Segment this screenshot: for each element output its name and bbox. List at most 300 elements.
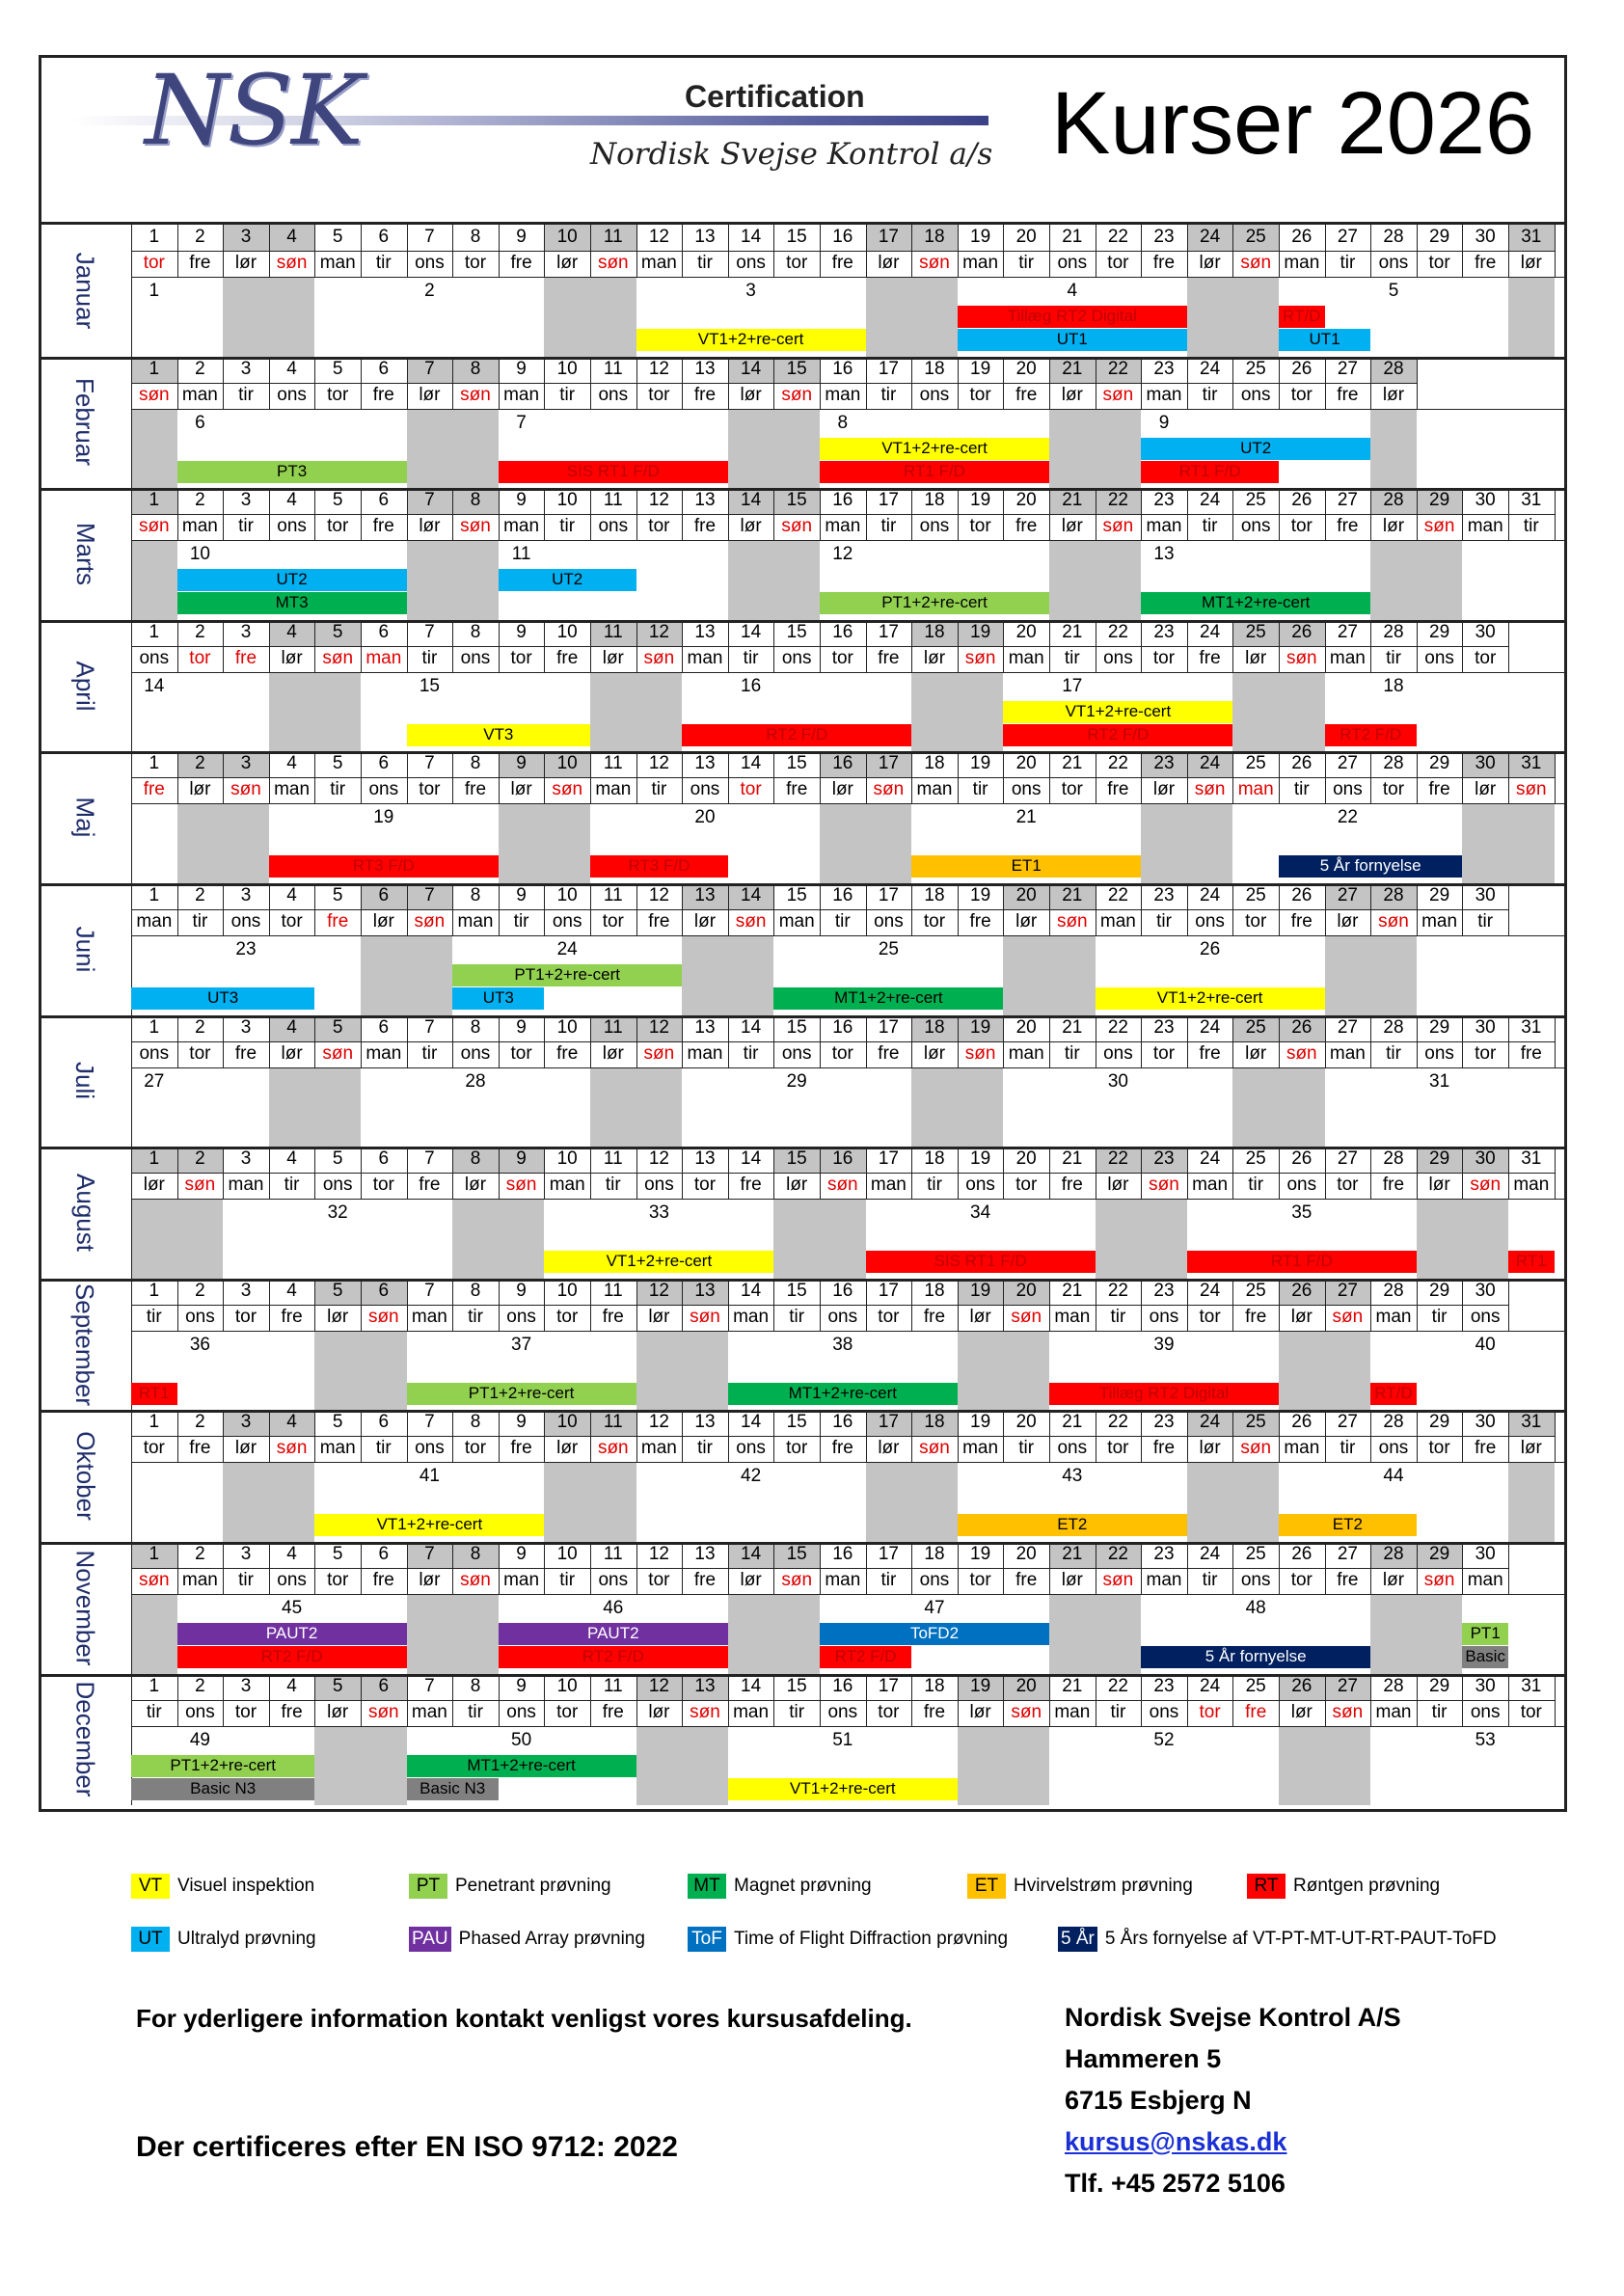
weekday-name: man — [319, 253, 356, 273]
weekday-name: lør — [923, 647, 946, 668]
day-number: 21 — [1049, 488, 1096, 514]
weekday-name: søn — [1286, 647, 1317, 668]
weekday-name: man — [411, 1306, 447, 1327]
course-bar[interactable]: ET1 — [911, 855, 1141, 878]
weekend-column — [1508, 804, 1555, 883]
weekend-column — [958, 1332, 1004, 1411]
course-bar[interactable]: RT/D — [1370, 1383, 1417, 1405]
day-number: 12 — [648, 490, 669, 511]
weekend-column — [636, 673, 683, 752]
weekday-name: ons — [736, 1438, 766, 1459]
course-bar[interactable]: RT1 — [1508, 1251, 1555, 1273]
course-bar[interactable]: MT1+2+re-cert — [728, 1383, 958, 1405]
grid-line — [1555, 751, 1556, 804]
course-bar[interactable]: MT1+2+re-cert — [773, 987, 1003, 1010]
weekday-name: lør — [740, 516, 762, 537]
legend-swatch: VT — [131, 1874, 170, 1899]
week-number: 22 — [1337, 807, 1358, 828]
day-number: 13 — [682, 883, 728, 909]
weekday-name: tir — [1202, 384, 1218, 405]
course-bar[interactable]: PAUT2 — [177, 1623, 407, 1645]
day-number: 28 — [1383, 1016, 1404, 1038]
weekday-name: søn — [597, 1438, 629, 1459]
course-bar[interactable]: MT1+2+re-cert — [407, 1755, 636, 1777]
day-number: 27 — [1337, 358, 1358, 379]
weekday-name: tir — [789, 1701, 805, 1722]
weekday-name: lør — [419, 384, 441, 405]
weekday-name: tir — [1202, 516, 1218, 537]
month-september — [39, 1279, 1567, 1411]
weekday-name: ons — [506, 1306, 536, 1327]
legend-item-tof — [688, 1927, 1008, 1952]
weekday-name: man — [1467, 1570, 1503, 1590]
weekday-name: tir — [1293, 779, 1310, 800]
weekend-column — [499, 1200, 545, 1279]
day-number: 19 — [958, 1674, 1004, 1700]
weekday-name: lør — [1475, 779, 1497, 800]
day-number: 18 — [924, 1544, 945, 1564]
weekday-name: tor — [831, 1042, 853, 1064]
weekday-name: ons — [644, 1175, 674, 1196]
course-bar[interactable]: Basic N3 — [407, 1778, 499, 1800]
course-bar[interactable]: VT3 — [407, 724, 590, 746]
day-number: 19 — [958, 1279, 1004, 1305]
course-bar[interactable]: PT1+2+re-cert — [820, 592, 1049, 614]
day-number: 18 — [924, 1280, 945, 1301]
day-number: 28 — [1370, 357, 1417, 383]
weekday-name: tir — [146, 1306, 162, 1327]
weekday-name: ons — [781, 1042, 812, 1064]
weekday-name: man — [1513, 1175, 1550, 1196]
day-number: 26 — [1291, 1148, 1313, 1170]
day-number: 24 — [1200, 1016, 1221, 1038]
day-number: 19 — [970, 753, 991, 774]
weekday-name: søn — [597, 253, 629, 273]
day-number: 26 — [1279, 620, 1325, 646]
legend-swatch: ToF — [688, 1927, 726, 1952]
course-bar[interactable]: RT1 F/D — [1187, 1251, 1417, 1273]
course-bar[interactable]: UT3 — [131, 987, 314, 1010]
course-bar[interactable]: RT/D — [1279, 306, 1325, 328]
day-number: 30 — [1462, 751, 1508, 777]
course-bar[interactable]: PT3 — [177, 461, 407, 483]
month-name: August — [70, 1174, 100, 1252]
weekday-name: ons — [230, 911, 261, 932]
day-number: 6 — [378, 227, 390, 247]
weekday-name: tor — [648, 384, 670, 405]
weekend-column — [958, 673, 1004, 752]
weekday-name: søn — [1378, 911, 1409, 932]
weekend-column — [1187, 804, 1233, 883]
day-number: 14 — [728, 883, 774, 909]
day-number: 8 — [470, 621, 481, 642]
course-bar[interactable]: SIS RT1 F/D — [499, 461, 728, 483]
weekday-name: tor — [510, 647, 532, 668]
day-number: 26 — [1291, 1544, 1313, 1564]
week-number: 24 — [556, 939, 578, 959]
day-number: 16 — [832, 358, 853, 379]
weekday-name: man — [1329, 1042, 1366, 1064]
weekday-name: ons — [1240, 516, 1271, 537]
weekday-name: søn — [1332, 1701, 1364, 1722]
month-name: Marts — [70, 522, 100, 585]
grid-line — [131, 251, 1555, 252]
day-number: 2 — [195, 1675, 205, 1696]
weekend-column — [361, 936, 407, 1015]
grid-line — [1508, 1279, 1509, 1332]
weekday-name: man — [1375, 1306, 1412, 1327]
weekday-name: søn — [1102, 1570, 1134, 1590]
weekend-column — [958, 1727, 1004, 1806]
weekend-column — [636, 1332, 683, 1411]
month-maj — [39, 751, 1567, 883]
day-number: 22 — [1096, 1542, 1142, 1568]
course-bar[interactable]: ET2 — [958, 1514, 1187, 1536]
day-number: 18 — [924, 490, 945, 511]
weekday-name: man — [733, 1701, 770, 1722]
day-number: 15 — [773, 1542, 820, 1568]
weekday-name: man — [825, 384, 861, 405]
course-bar[interactable]: 5 År fornyelse — [1141, 1646, 1370, 1668]
course-bar[interactable]: ToFD2 — [820, 1623, 1049, 1645]
weekday-name: søn — [1332, 1306, 1364, 1327]
day-number: 30 — [1475, 1544, 1496, 1564]
day-number: 1 — [149, 1675, 160, 1696]
weekday-name: fre — [786, 779, 808, 800]
course-bar[interactable]: UT1 — [1279, 329, 1370, 351]
course-bar[interactable]: VT1+2+re-cert — [544, 1251, 773, 1273]
legend-swatch: 5 År — [1058, 1927, 1097, 1952]
day-number: 14 — [741, 753, 762, 774]
course-bar[interactable]: RT2 F/D — [682, 724, 911, 746]
weekend-column — [1003, 1332, 1049, 1411]
day-number: 28 — [1370, 1542, 1417, 1568]
course-bar[interactable]: PT1 — [1462, 1623, 1508, 1645]
course-bar[interactable]: ET2 — [1279, 1514, 1417, 1536]
weekday-name: lør — [1061, 1570, 1083, 1590]
week-number: 20 — [694, 807, 716, 828]
weekday-name: søn — [1194, 779, 1226, 800]
day-number: 3 — [240, 621, 252, 642]
weekday-name: lør — [1199, 1438, 1221, 1459]
weekend-column — [314, 673, 361, 752]
day-number: 12 — [648, 1412, 669, 1433]
day-number: 12 — [648, 227, 669, 247]
day-number: 20 — [1003, 1674, 1049, 1700]
weekend-column — [1417, 1200, 1463, 1279]
course-bar[interactable]: VT1+2+re-cert — [1096, 987, 1325, 1010]
day-number: 15 — [786, 1280, 807, 1301]
day-number: 13 — [694, 1016, 716, 1038]
day-number: 5 — [314, 1279, 361, 1305]
weekday-name: søn — [322, 1042, 354, 1064]
day-number: 24 — [1200, 1544, 1221, 1564]
weekday-name: tor — [1152, 1042, 1176, 1064]
weekday-name: lør — [327, 1701, 349, 1722]
weekday-name: man — [1146, 1570, 1182, 1590]
day-number: 21 — [1049, 883, 1096, 909]
day-number: 1 — [149, 621, 160, 642]
weekday-name: fre — [1337, 384, 1359, 405]
weekday-name: ons — [919, 1570, 950, 1590]
weekday-name: ons — [827, 1701, 858, 1722]
day-number: 26 — [1291, 227, 1313, 247]
weekday-name: tir — [192, 911, 208, 932]
day-number: 22 — [1107, 621, 1128, 642]
day-number: 5 — [332, 227, 343, 247]
weekend-column — [728, 410, 774, 489]
week-number: 12 — [832, 544, 853, 565]
weekend-column — [590, 1463, 636, 1542]
weekday-name: ons — [1378, 253, 1409, 273]
grid-line — [131, 1542, 132, 1674]
day-number: 7 — [424, 227, 435, 247]
weekday-name: man — [1099, 911, 1136, 932]
weekday-name: fre — [1245, 1701, 1267, 1722]
legend-label: Phased Array prøvning — [458, 1929, 645, 1949]
day-number: 26 — [1279, 1279, 1325, 1305]
course-bar[interactable]: Tillæg RT2 Digital — [958, 306, 1187, 328]
month-separator — [39, 1410, 1567, 1413]
month-name: Juli — [70, 1062, 100, 1100]
course-bar[interactable]: Basic N3 — [131, 1778, 314, 1800]
day-number: 20 — [1015, 1544, 1037, 1564]
grid-line — [131, 277, 1567, 278]
day-number: 30 — [1475, 885, 1496, 905]
week-number: 42 — [741, 1466, 762, 1487]
day-number: 30 — [1475, 1412, 1496, 1433]
day-number: 24 — [1200, 885, 1221, 905]
month-name: November — [70, 1550, 100, 1666]
day-number: 28 — [1383, 753, 1404, 774]
course-bar[interactable]: VT1+2+re-cert — [1003, 701, 1232, 723]
weekday-name: fre — [1382, 1175, 1405, 1196]
weekday-name: tor — [786, 1438, 808, 1459]
course-bar[interactable]: RT1 — [131, 1383, 177, 1405]
weekday-name: tor — [602, 911, 624, 932]
weekday-name: ons — [1424, 1042, 1454, 1064]
day-number: 28 — [1370, 883, 1417, 909]
weekday-name: tir — [238, 1570, 254, 1590]
course-bar[interactable]: UT3 — [452, 987, 544, 1010]
course-bar[interactable]: MT1+2+re-cert — [1141, 592, 1370, 614]
course-bar[interactable]: RT2 F/D — [177, 1646, 407, 1668]
month-juni — [39, 883, 1567, 1015]
day-number: 24 — [1200, 490, 1221, 511]
weekday-name: tir — [146, 1701, 162, 1722]
course-bar[interactable]: VT1+2+re-cert — [820, 438, 1049, 460]
day-number: 21 — [1062, 1148, 1083, 1170]
weekday-name: lør — [327, 1306, 349, 1327]
course-bar[interactable]: VT1+2+re-cert — [314, 1514, 544, 1536]
course-bar[interactable]: 5 År fornyelse — [1279, 855, 1462, 878]
weekday-name: fre — [1015, 384, 1038, 405]
grid-line — [131, 409, 1567, 410]
course-bar[interactable]: UT2 — [499, 569, 636, 591]
weekday-name: søn — [414, 911, 446, 932]
month-separator — [39, 1279, 1567, 1282]
weekday-name: lør — [556, 1438, 579, 1459]
weekday-name: lør — [1520, 1438, 1542, 1459]
week-number: 21 — [1015, 807, 1037, 828]
day-number: 24 — [1187, 1410, 1233, 1436]
course-bar[interactable]: PT1+2+re-cert — [407, 1383, 636, 1405]
course-bar[interactable]: UT1 — [958, 329, 1187, 351]
weekday-name: lør — [693, 911, 717, 932]
weekday-name: fre — [1428, 779, 1450, 800]
course-bar[interactable]: RT1 F/D — [1141, 461, 1279, 483]
weekend-column — [407, 936, 453, 1015]
day-number: 18 — [924, 885, 945, 905]
course-bar[interactable]: RT1 F/D — [820, 461, 1049, 483]
grid-line — [1508, 1542, 1509, 1595]
month-label — [39, 225, 131, 357]
day-number: 22 — [1107, 227, 1128, 247]
weekday-name: søn — [230, 779, 261, 800]
course-bar[interactable]: Tillæg RT2 Digital — [1049, 1383, 1279, 1405]
month-name: December — [70, 1681, 100, 1797]
day-number: 19 — [970, 885, 991, 905]
week-number: 14 — [144, 675, 165, 696]
course-bar[interactable]: PT1+2+re-cert — [452, 964, 682, 986]
day-number: 29 — [1417, 1542, 1463, 1568]
day-number: 12 — [648, 1544, 669, 1564]
day-number: 20 — [1003, 883, 1049, 909]
week-number: 40 — [1475, 1334, 1496, 1355]
day-number: 30 — [1475, 1016, 1496, 1038]
grid-line — [131, 1726, 1567, 1727]
weekday-name: søn — [1423, 1570, 1455, 1590]
weekday-name: fre — [372, 384, 394, 405]
day-number: 9 — [516, 1016, 527, 1038]
day-number: 11 — [590, 225, 636, 251]
course-bar[interactable]: PT1+2+re-cert — [131, 1755, 314, 1777]
weekday-name: ons — [919, 516, 950, 537]
weekday-name: tir — [697, 253, 713, 273]
weekday-name: søn — [1286, 1042, 1317, 1064]
email-link[interactable]: kursus@nskas.dk — [1065, 2127, 1287, 2156]
week-number: 43 — [1062, 1466, 1083, 1487]
day-number: 26 — [1291, 753, 1313, 774]
weekday-name: lør — [969, 1306, 991, 1327]
course-bar[interactable]: RT2 F/D — [1325, 724, 1417, 746]
course-bar[interactable]: MT3 — [177, 592, 407, 614]
day-number: 6 — [378, 1148, 390, 1170]
day-number: 5 — [332, 1412, 343, 1433]
day-number: 16 — [832, 885, 853, 905]
day-number: 25 — [1232, 1015, 1279, 1041]
weekday-name: fre — [1337, 516, 1359, 537]
course-bar[interactable]: UT2 — [1141, 438, 1370, 460]
weekday-name: ons — [1378, 1438, 1409, 1459]
day-number: 23 — [1153, 621, 1175, 642]
weekday-name: tor — [1428, 253, 1450, 273]
week-number: 3 — [745, 281, 756, 301]
weekday-name: tir — [651, 779, 667, 800]
course-bar[interactable]: VT1+2+re-cert — [728, 1778, 958, 1800]
grid-line — [1555, 225, 1556, 278]
month-name: Maj — [70, 797, 100, 838]
day-number: 13 — [694, 1544, 716, 1564]
month-juli — [39, 1015, 1567, 1148]
course-bar[interactable]: RT2 F/D — [1003, 724, 1232, 746]
course-bar[interactable]: RT3 F/D — [590, 855, 728, 878]
weekday-name: tir — [1064, 1042, 1080, 1064]
day-number: 11 — [603, 358, 623, 379]
weekday-name: lør — [419, 1570, 441, 1590]
week-number: 37 — [511, 1334, 532, 1355]
weekday-name: tor — [1245, 911, 1267, 932]
day-number: 31 — [1521, 490, 1542, 511]
weekday-name: lør — [740, 1570, 762, 1590]
weekday-name: fre — [693, 516, 717, 537]
course-bar[interactable]: Basic — [1462, 1646, 1508, 1668]
weekday-name: ons — [1470, 1306, 1501, 1327]
weekend-column — [1049, 410, 1096, 489]
day-number: 27 — [1325, 1279, 1371, 1305]
weekday-name: tor — [1152, 647, 1176, 668]
day-number: 9 — [499, 1147, 545, 1173]
day-number: 12 — [636, 1674, 683, 1700]
weekday-name: fre — [1015, 516, 1038, 537]
weekday-name: tor — [648, 1570, 670, 1590]
week-number: 27 — [144, 1070, 165, 1092]
weekday-name: man — [916, 779, 953, 800]
month-label — [39, 1015, 131, 1148]
week-number: 25 — [878, 939, 899, 959]
course-bar[interactable]: RT2 F/D — [499, 1646, 728, 1668]
weekend-column — [1417, 1595, 1463, 1674]
legend-swatch: UT — [131, 1927, 170, 1952]
weekday-name: lør — [878, 253, 900, 273]
course-bar[interactable]: RT2 F/D — [820, 1646, 911, 1668]
course-bar[interactable]: RT3 F/D — [269, 855, 499, 878]
course-bar[interactable]: VT1+2+re-cert — [636, 329, 866, 351]
day-number: 5 — [332, 753, 343, 774]
weekday-name: søn — [505, 1175, 537, 1196]
grid-line — [1555, 1410, 1556, 1463]
weekday-name: søn — [826, 1175, 858, 1196]
day-number: 30 — [1475, 227, 1496, 247]
footer-street: Hammeren 5 — [1065, 2044, 1222, 2073]
footer-info: For yderligere information kontakt venligst vores kursusafdeling. — [136, 2004, 912, 2033]
day-number: 27 — [1337, 621, 1358, 642]
course-bar[interactable]: UT2 — [177, 569, 407, 591]
grid-line — [131, 540, 1567, 541]
day-number: 1 — [131, 357, 177, 383]
weekend-column — [728, 936, 774, 1015]
day-number: 18 — [911, 1410, 958, 1436]
day-number: 22 — [1107, 753, 1128, 774]
weekday-name: lør — [143, 1175, 165, 1196]
course-bar[interactable]: SIS RT1 F/D — [866, 1251, 1096, 1273]
weekday-name: lør — [878, 1438, 900, 1459]
day-number: 31 — [1508, 1410, 1555, 1436]
day-number: 22 — [1107, 1675, 1128, 1696]
grid-line — [131, 488, 132, 620]
weekday-name: tir — [972, 779, 988, 800]
day-number: 8 — [452, 357, 499, 383]
weekday-name: man — [1008, 1042, 1044, 1064]
weekday-name: fre — [602, 1306, 624, 1327]
weekday-name: fre — [1199, 647, 1221, 668]
weekend-column — [1462, 1200, 1508, 1279]
weekend-column — [177, 1200, 224, 1279]
course-bar[interactable]: PAUT2 — [499, 1623, 728, 1645]
logo: NSK — [145, 54, 362, 167]
grid-line — [131, 1568, 1508, 1569]
day-number: 10 — [544, 751, 590, 777]
